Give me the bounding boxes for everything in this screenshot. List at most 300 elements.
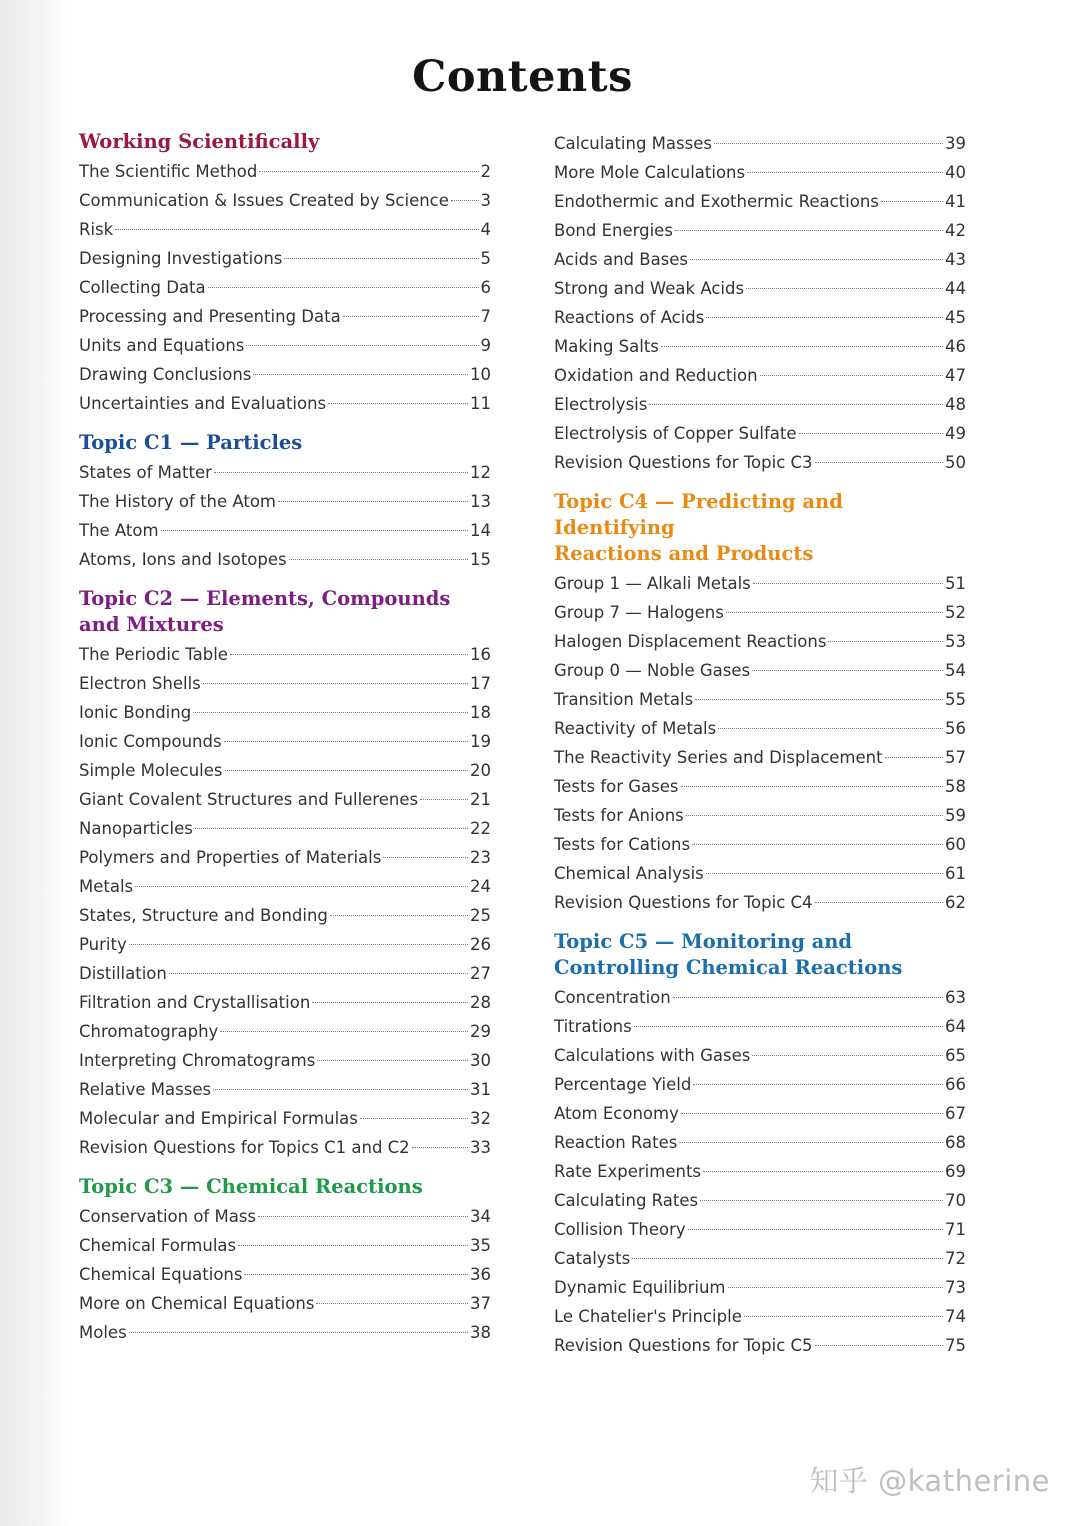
toc-entry-title: Bond Energies <box>554 221 673 240</box>
toc-entry-title: Reaction Rates <box>554 1133 678 1152</box>
toc-entry[interactable] <box>79 756 491 785</box>
toc-page-number: 32 <box>470 1109 491 1128</box>
toc-entry[interactable] <box>554 419 966 448</box>
section-heading <box>554 489 966 567</box>
toc-entry[interactable] <box>554 1157 966 1186</box>
dot-leader <box>706 873 943 874</box>
toc-page-number: 42 <box>945 221 966 240</box>
dot-leader <box>284 258 478 259</box>
dot-leader <box>703 1171 943 1172</box>
dot-leader <box>169 973 468 974</box>
section-heading-line: and Mixtures <box>79 613 224 636</box>
toc-entry[interactable] <box>554 332 966 361</box>
dot-leader <box>673 997 943 998</box>
dot-leader <box>747 172 943 173</box>
toc-entry-title: Catalysts <box>554 1249 631 1268</box>
dot-leader <box>690 259 943 260</box>
toc-entry-title: Electrolysis <box>554 395 648 414</box>
toc-page-number: 75 <box>945 1336 966 1355</box>
section-heading <box>79 129 491 155</box>
toc-entry-title: Giant Covalent Structures and Fullerenes <box>79 790 419 809</box>
toc-entry[interactable] <box>554 656 966 685</box>
toc-page-number: 27 <box>470 964 491 983</box>
toc-entry-title: Calculations with Gases <box>554 1046 751 1065</box>
dot-leader <box>714 143 943 144</box>
toc-entry-title: Simple Molecules <box>79 761 223 780</box>
toc-entry[interactable] <box>554 598 966 627</box>
dot-leader <box>246 345 478 346</box>
dot-leader <box>328 403 468 404</box>
toc-entry[interactable] <box>79 1133 491 1162</box>
toc-entry[interactable] <box>554 888 966 917</box>
section-heading <box>79 430 491 456</box>
toc-entry[interactable] <box>554 1302 966 1331</box>
toc-entry-title: Tests for Cations <box>554 835 691 854</box>
toc-page-number: 23 <box>470 848 491 867</box>
dot-leader <box>828 641 943 642</box>
toc-entry-title: Calculating Rates <box>554 1191 699 1210</box>
toc-entry-title: Collision Theory <box>554 1220 686 1239</box>
dot-leader <box>330 915 468 916</box>
toc-entry-title: Group 1 — Alkali Metals <box>554 574 751 593</box>
section-heading-line: Topic C5 — Monitoring and <box>554 930 853 953</box>
dot-leader <box>161 530 468 531</box>
toc-page-number: 47 <box>945 366 966 385</box>
section-heading-line: Topic C2 — Elements, Compounds <box>79 587 451 610</box>
toc-entry[interactable] <box>554 801 966 830</box>
toc-page-number: 13 <box>470 492 491 511</box>
toc-entry[interactable] <box>554 1331 966 1360</box>
toc-page-number: 26 <box>470 935 491 954</box>
toc-entry-title: Percentage Yield <box>554 1075 692 1094</box>
toc-entry[interactable] <box>79 545 491 574</box>
dot-leader <box>195 828 468 829</box>
toc-entry-title: Oxidation and Reduction <box>554 366 758 385</box>
toc-entry-title: More Mole Calculations <box>554 163 746 182</box>
toc-entry-title: Le Chatelier's Principle <box>554 1307 742 1326</box>
toc-entry[interactable] <box>79 157 491 186</box>
dot-leader <box>451 200 479 201</box>
toc-entry-title: Making Salts <box>554 337 659 356</box>
dot-leader <box>193 712 468 713</box>
toc-entry[interactable] <box>554 390 966 419</box>
toc-page-number: 44 <box>945 279 966 298</box>
toc-page-number: 48 <box>945 395 966 414</box>
contents-section <box>554 489 966 917</box>
dot-leader <box>675 230 943 231</box>
toc-entry[interactable] <box>554 216 966 245</box>
toc-page-number: 73 <box>945 1278 966 1297</box>
toc-entry[interactable] <box>554 830 966 859</box>
toc-page-number: 57 <box>945 748 966 767</box>
toc-page-number: 46 <box>945 337 966 356</box>
toc-page-number: 31 <box>470 1080 491 1099</box>
dot-leader <box>686 815 943 816</box>
toc-entry[interactable] <box>554 859 966 888</box>
toc-entry[interactable] <box>554 569 966 598</box>
toc-entry-title: Endothermic and Exothermic Reactions <box>554 192 879 211</box>
dot-leader <box>253 374 468 375</box>
toc-page-number: 49 <box>945 424 966 443</box>
toc-entry-title: Group 7 — Halogens <box>554 603 724 622</box>
toc-entry[interactable] <box>79 516 491 545</box>
dot-leader <box>360 1118 468 1119</box>
dot-leader <box>203 683 468 684</box>
toc-entry-title: States, Structure and Bonding <box>79 906 328 925</box>
toc-page-number: 58 <box>945 777 966 796</box>
toc-entry[interactable] <box>79 872 491 901</box>
toc-page-number: 66 <box>945 1075 966 1094</box>
dot-leader <box>278 501 468 502</box>
toc-entry-title: Halogen Displacement Reactions <box>554 632 827 651</box>
contents-section <box>79 430 491 574</box>
toc-entry-title: Conservation of Mass <box>79 1207 257 1226</box>
section-heading-line: Topic C1 — Particles <box>79 431 303 454</box>
dot-leader <box>746 288 943 289</box>
toc-entry[interactable] <box>79 1075 491 1104</box>
toc-entry[interactable] <box>554 1215 966 1244</box>
toc-entry[interactable] <box>79 186 491 215</box>
toc-entry[interactable] <box>554 1099 966 1128</box>
dot-leader <box>412 1147 468 1148</box>
dot-leader <box>135 886 468 887</box>
toc-entry-title: Ionic Compounds <box>79 732 222 751</box>
toc-entry[interactable] <box>79 215 491 244</box>
toc-entry-title: Calculating Masses <box>554 134 712 153</box>
toc-page-number: 25 <box>470 906 491 925</box>
toc-page-number: 3 <box>480 191 491 210</box>
toc-entry-title: Reactions of Acids <box>554 308 705 327</box>
toc-entry[interactable] <box>79 901 491 930</box>
toc-page-number: 33 <box>470 1138 491 1157</box>
toc-entry[interactable] <box>79 1104 491 1133</box>
dot-leader <box>238 1245 468 1246</box>
toc-page-number: 65 <box>945 1046 966 1065</box>
contents-section <box>79 1174 491 1347</box>
toc-entry-title: Polymers and Properties of Materials <box>79 848 382 867</box>
watermark: 知乎 @katherine <box>809 1464 1050 1498</box>
toc-entry-title: Chromatography <box>79 1022 219 1041</box>
toc-entry[interactable] <box>554 627 966 656</box>
toc-page-number: 22 <box>470 819 491 838</box>
dot-leader <box>815 462 943 463</box>
dot-leader <box>799 433 943 434</box>
toc-entry[interactable] <box>554 685 966 714</box>
dot-leader <box>225 770 468 771</box>
dot-leader <box>129 944 468 945</box>
toc-entry[interactable] <box>554 743 966 772</box>
toc-page-number: 34 <box>470 1207 491 1226</box>
toc-page-number: 59 <box>945 806 966 825</box>
dot-leader <box>258 1216 468 1217</box>
section-heading-line: Controlling Chemical Reactions <box>554 956 903 979</box>
dot-leader <box>649 404 943 405</box>
toc-page-number: 51 <box>945 574 966 593</box>
dot-leader <box>760 375 943 376</box>
dot-leader <box>213 1089 468 1090</box>
toc-entry-title: The Periodic Table <box>79 645 228 664</box>
toc-entry-title: Chemical Formulas <box>79 1236 237 1255</box>
toc-page-number: 67 <box>945 1104 966 1123</box>
dot-leader <box>700 1200 943 1201</box>
toc-entry[interactable] <box>554 1186 966 1215</box>
toc-entry[interactable] <box>554 129 966 158</box>
toc-entry-title: Acids and Bases <box>554 250 689 269</box>
toc-page-number: 55 <box>945 690 966 709</box>
toc-entry-title: The Atom <box>79 521 159 540</box>
toc-entry[interactable] <box>79 814 491 843</box>
toc-entry-title: Rate Experiments <box>554 1162 702 1181</box>
toc-entry[interactable] <box>79 389 491 418</box>
toc-page-number: 36 <box>470 1265 491 1284</box>
dot-leader <box>695 699 943 700</box>
toc-page-number: 30 <box>470 1051 491 1070</box>
dot-leader <box>693 1084 943 1085</box>
dot-leader <box>312 1002 468 1003</box>
dot-leader <box>343 316 479 317</box>
toc-page-number: 28 <box>470 993 491 1012</box>
toc-entry-title: Atoms, Ions and Isotopes <box>79 550 287 569</box>
toc-entry[interactable] <box>79 1202 491 1231</box>
toc-entry-title: Interpreting Chromatograms <box>79 1051 316 1070</box>
toc-entry-title: Group 0 — Noble Gases <box>554 661 751 680</box>
toc-entry[interactable] <box>79 727 491 756</box>
toc-entry[interactable] <box>554 1041 966 1070</box>
toc-entry-title: Drawing Conclusions <box>79 365 252 384</box>
toc-entry-title: Units and Equations <box>79 336 245 355</box>
toc-entry[interactable] <box>554 1070 966 1099</box>
dot-leader <box>885 757 943 758</box>
toc-page-number: 14 <box>470 521 491 540</box>
toc-entry-title: Moles <box>79 1323 127 1342</box>
toc-page-number: 37 <box>470 1294 491 1313</box>
toc-page-number: 29 <box>470 1022 491 1041</box>
toc-entry-title: The Reactivity Series and Displacement <box>554 748 883 767</box>
toc-entry[interactable] <box>79 1046 491 1075</box>
dot-leader <box>632 1258 943 1259</box>
section-heading-line: Topic C3 — Chemical Reactions <box>79 1175 423 1198</box>
toc-entry-title: Transition Metals <box>554 690 694 709</box>
toc-entry-title: Purity <box>79 935 127 954</box>
toc-entry-title: Metals <box>79 877 134 896</box>
contents-column-left <box>79 129 491 1347</box>
toc-entry[interactable] <box>79 487 491 516</box>
contents-section <box>554 929 966 1360</box>
toc-page-number: 20 <box>470 761 491 780</box>
toc-entry[interactable] <box>554 772 966 801</box>
toc-entry[interactable] <box>79 930 491 959</box>
toc-entry-title: Tests for Anions <box>554 806 684 825</box>
dot-leader <box>634 1026 943 1027</box>
toc-page-number: 68 <box>945 1133 966 1152</box>
toc-page-number: 10 <box>470 365 491 384</box>
toc-entry-title: Distillation <box>79 964 167 983</box>
toc-entry-title: Dynamic Equilibrium <box>554 1278 726 1297</box>
dot-leader <box>661 346 943 347</box>
toc-entry[interactable] <box>554 1244 966 1273</box>
toc-entry[interactable] <box>79 669 491 698</box>
toc-entry-title: Chemical Analysis <box>554 864 704 883</box>
toc-entry[interactable] <box>554 1012 966 1041</box>
toc-entry-title: Ionic Bonding <box>79 703 192 722</box>
toc-page-number: 41 <box>945 192 966 211</box>
section-heading <box>554 929 966 981</box>
toc-page-number: 40 <box>945 163 966 182</box>
toc-page-number: 9 <box>480 336 491 355</box>
dot-leader <box>316 1303 468 1304</box>
dot-leader <box>815 902 943 903</box>
toc-entry[interactable] <box>79 843 491 872</box>
toc-entry[interactable] <box>79 785 491 814</box>
toc-entry[interactable] <box>554 1273 966 1302</box>
dot-leader <box>726 612 943 613</box>
toc-page-number: 38 <box>470 1323 491 1342</box>
toc-entry[interactable] <box>79 1260 491 1289</box>
toc-page-number: 11 <box>470 394 491 413</box>
toc-entry-title: Electron Shells <box>79 674 201 693</box>
dot-leader <box>881 201 943 202</box>
dot-leader <box>718 728 943 729</box>
toc-entry[interactable] <box>79 988 491 1017</box>
toc-entry-title: Revision Questions for Topic C5 <box>554 1336 813 1355</box>
toc-entry-title: Chemical Equations <box>79 1265 243 1284</box>
dot-leader <box>244 1274 468 1275</box>
toc-page-number: 19 <box>470 732 491 751</box>
toc-entry-title: Communication & Issues Created by Science <box>79 191 449 210</box>
toc-page-number: 54 <box>945 661 966 680</box>
toc-entry[interactable] <box>79 244 491 273</box>
dot-leader <box>214 472 468 473</box>
toc-entry[interactable] <box>554 245 966 274</box>
toc-entry-title: Revision Questions for Topics C1 and C2 <box>79 1138 410 1157</box>
dot-leader <box>692 844 943 845</box>
toc-entry[interactable] <box>79 1017 491 1046</box>
toc-page-number: 62 <box>945 893 966 912</box>
toc-entry-title: Relative Masses <box>79 1080 212 1099</box>
toc-page-number: 43 <box>945 250 966 269</box>
contents-column-right <box>554 129 966 1360</box>
dot-leader <box>383 857 468 858</box>
toc-page-number: 5 <box>480 249 491 268</box>
toc-page-number: 53 <box>945 632 966 651</box>
toc-entry[interactable] <box>79 302 491 331</box>
dot-leader <box>317 1060 468 1061</box>
toc-entry[interactable] <box>79 640 491 669</box>
toc-page-number: 39 <box>945 134 966 153</box>
toc-entry-title: Risk <box>79 220 114 239</box>
toc-entry[interactable] <box>554 158 966 187</box>
dot-leader <box>259 171 478 172</box>
contents-section <box>79 129 491 418</box>
section-heading <box>79 1174 491 1200</box>
toc-entry-title: Revision Questions for Topic C4 <box>554 893 813 912</box>
dot-leader <box>420 799 468 800</box>
toc-entry-title: Nanoparticles <box>79 819 193 838</box>
toc-entry-title: Revision Questions for Topic C3 <box>554 453 813 472</box>
toc-entry-title: Reactivity of Metals <box>554 719 717 738</box>
dot-leader <box>220 1031 468 1032</box>
toc-entry[interactable] <box>79 1231 491 1260</box>
toc-entry[interactable] <box>554 983 966 1012</box>
page-edge-shadow <box>0 0 70 1526</box>
toc-entry[interactable] <box>79 360 491 389</box>
contents-section <box>79 586 491 1162</box>
toc-page-number: 45 <box>945 308 966 327</box>
section-heading-line: Reactions and Products <box>554 542 814 565</box>
toc-page-number: 15 <box>470 550 491 569</box>
toc-entry-title: The Scientific Method <box>79 162 258 181</box>
toc-entry-title: Collecting Data <box>79 278 206 297</box>
toc-page-number: 71 <box>945 1220 966 1239</box>
dot-leader <box>688 1229 943 1230</box>
toc-entry[interactable] <box>79 458 491 487</box>
toc-entry-title: Filtration and Crystallisation <box>79 993 311 1012</box>
toc-page-number: 24 <box>470 877 491 896</box>
page-title: Contents <box>412 52 633 102</box>
toc-page-number: 7 <box>480 307 491 326</box>
toc-page-number: 72 <box>945 1249 966 1268</box>
dot-leader <box>752 670 943 671</box>
dot-leader <box>129 1332 468 1333</box>
toc-page-number: 18 <box>470 703 491 722</box>
toc-page-number: 74 <box>945 1307 966 1326</box>
toc-page-number: 16 <box>470 645 491 664</box>
dot-leader <box>224 741 468 742</box>
section-heading-line: Working Scientifically <box>79 130 320 153</box>
section-heading-line: Topic C4 — Predicting and Identifying <box>554 490 843 539</box>
toc-entry-title: The History of the Atom <box>79 492 276 511</box>
toc-entry-title: Titrations <box>554 1017 632 1036</box>
dot-leader <box>681 786 943 787</box>
toc-entry[interactable] <box>79 331 491 360</box>
dot-leader <box>815 1345 943 1346</box>
dot-leader <box>728 1287 944 1288</box>
toc-entry[interactable] <box>79 1318 491 1347</box>
dot-leader <box>208 287 479 288</box>
toc-entry[interactable] <box>79 1289 491 1318</box>
dot-leader <box>744 1316 943 1317</box>
toc-entry[interactable] <box>554 187 966 216</box>
toc-page-number: 63 <box>945 988 966 1007</box>
toc-entry[interactable] <box>554 448 966 477</box>
toc-page-number: 52 <box>945 603 966 622</box>
toc-entry-title: Electrolysis of Copper Sulfate <box>554 424 797 443</box>
dot-leader <box>115 229 478 230</box>
toc-entry-title: Concentration <box>554 988 671 1007</box>
toc-entry-title: Strong and Weak Acids <box>554 279 745 298</box>
toc-page-number: 4 <box>480 220 491 239</box>
toc-entry[interactable] <box>79 959 491 988</box>
toc-page-number: 60 <box>945 835 966 854</box>
toc-page-number: 69 <box>945 1162 966 1181</box>
toc-entry[interactable] <box>554 303 966 332</box>
toc-entry-title: Tests for Gases <box>554 777 679 796</box>
dot-leader <box>681 1113 943 1114</box>
toc-entry[interactable] <box>79 273 491 302</box>
toc-entry[interactable] <box>554 714 966 743</box>
dot-leader <box>230 654 468 655</box>
section-heading <box>79 586 491 638</box>
toc-entry[interactable] <box>79 698 491 727</box>
toc-entry[interactable] <box>554 1128 966 1157</box>
toc-page-number: 6 <box>480 278 491 297</box>
dot-leader <box>706 317 943 318</box>
toc-page-number: 64 <box>945 1017 966 1036</box>
toc-entry[interactable] <box>554 361 966 390</box>
toc-page-number: 12 <box>470 463 491 482</box>
toc-entry-title: Uncertainties and Evaluations <box>79 394 327 413</box>
toc-entry[interactable] <box>554 274 966 303</box>
